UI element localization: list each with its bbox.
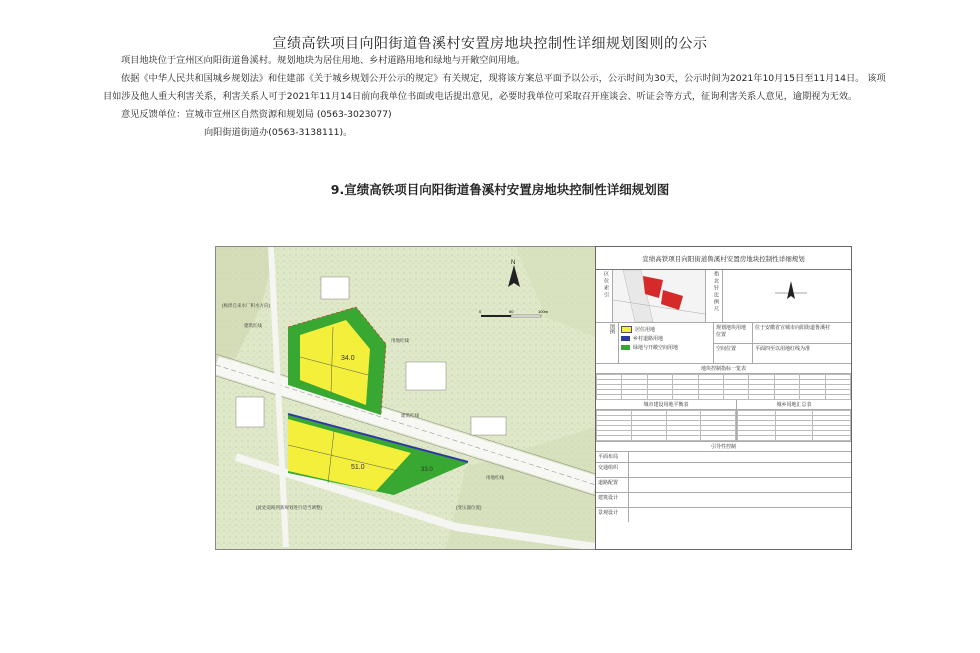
building-line-label: 建筑红线 bbox=[244, 323, 262, 328]
water-plant-note: (杨焊自来水厂积水方向) bbox=[222, 303, 270, 308]
guidance-title: 引导性控制 bbox=[596, 442, 851, 452]
land-line-label-2: 用地红线 bbox=[486, 475, 504, 480]
plan-location-value: 位于安徽省宣城市向阳街道鲁溪村 bbox=[755, 325, 831, 331]
legend-list bbox=[619, 323, 714, 363]
guide-row-label: 建筑设计 bbox=[596, 493, 629, 507]
plot1-label: 34.0 bbox=[341, 355, 355, 362]
plot2-label: 51.0 bbox=[351, 464, 365, 471]
indicator-table bbox=[596, 374, 851, 400]
guide-row-label: 交通组织 bbox=[596, 463, 629, 477]
land-line-label: 用地红线 bbox=[391, 338, 409, 343]
paragraph-basis-cont: 目如涉及他人重大利害关系，利害关系人可于2021年11月14日前向我单位书面或电话提出意见，必要时我单位可采取召开座谈会、听证会等方式，征询利害关系人意见，逾期视为无效。 bbox=[103, 91, 858, 102]
legend-text: 绿地与开敞空间用地 bbox=[633, 345, 679, 351]
svg-text:50: 50 bbox=[509, 309, 514, 314]
summary-table bbox=[737, 410, 851, 441]
legend-text: 居住用地 bbox=[635, 327, 656, 333]
location-index-map bbox=[613, 270, 706, 322]
road-adjust-note: (此处道路到新规划进行适当调整) bbox=[256, 505, 322, 510]
paragraph-feedback: 意见反馈单位：宣城市宣州区自然资源和规划局 (0563-3023077) bbox=[121, 109, 392, 120]
paragraph-location: 项目地块位于宣州区向阳街道鲁溪村。规划地块为居住用地、乡村道路用地和绿地与开敞空间用地。 bbox=[121, 55, 526, 66]
balance-table-title: 城市建设用地平衡表 bbox=[596, 400, 736, 410]
sheet-north-arrow bbox=[723, 270, 851, 322]
plot3-label: 33.0 bbox=[421, 467, 433, 473]
legend-item-road bbox=[621, 335, 711, 342]
residential-swatch bbox=[621, 326, 632, 333]
space-location-label: 空间位置 bbox=[714, 344, 753, 364]
plan-location-label: 规划地块用地位置 bbox=[714, 323, 753, 343]
north-arrow-label: 指北针比例尺 bbox=[706, 270, 723, 322]
legend-text: 乡村道路用地 bbox=[633, 336, 664, 342]
legend-item-residential bbox=[621, 326, 711, 333]
site-plan-drawing bbox=[216, 247, 596, 549]
planning-map bbox=[215, 246, 597, 550]
space-location-value: 平面四至以用地红线为准 bbox=[755, 345, 811, 352]
paragraph-basis: 依据《中华人民共和国城乡规划法》和住建部《关于城乡规划公开公示的规定》有关规定，现将该方案总平面予以公示，公示时间为30天，公示时间为2021年10月15日至11月14日。 该项 bbox=[121, 73, 886, 84]
guide-row-label: 道路配置 bbox=[596, 478, 629, 492]
plan-sheet-panel bbox=[595, 246, 852, 550]
green-swatch bbox=[621, 345, 630, 350]
legend-label: 图例 bbox=[596, 323, 619, 363]
svg-text:0: 0 bbox=[479, 309, 482, 314]
page-title: 宣绩高铁项目向阳街道鲁溪村安置房地块控制性详细规划图则的公示 bbox=[272, 36, 708, 52]
sheet-title: 宣绩高铁项目向阳街道鲁溪村安置房地块控制性详细规划 bbox=[596, 247, 851, 270]
legend-row bbox=[596, 323, 851, 364]
guidance-table bbox=[596, 452, 851, 522]
balance-table bbox=[596, 410, 736, 441]
legend-item-green bbox=[621, 344, 711, 351]
plan-subtitle: 9.宣绩高铁项目向阳街道鲁溪村安置房地块控制性详细规划图 bbox=[330, 182, 670, 197]
summary-table-title: 城乡用地汇总表 bbox=[737, 400, 851, 410]
guide-row-label: 景观设计 bbox=[596, 508, 629, 522]
paragraph-feedback-2: 向阳街道街道办(0563-3138111)。 bbox=[204, 127, 353, 138]
road-swatch bbox=[621, 336, 630, 341]
building-line-label-2: 建筑红线 bbox=[401, 413, 419, 418]
substation-note: (变压器位置) bbox=[456, 505, 482, 510]
svg-text:100m: 100m bbox=[538, 309, 549, 314]
svg-text:N: N bbox=[511, 260, 516, 266]
index-row bbox=[596, 270, 851, 323]
guide-row-label: 平面布局 bbox=[596, 452, 629, 462]
location-index-label: 区位索引 bbox=[596, 270, 613, 322]
indicator-table-title: 地块控制指标一览表 bbox=[596, 364, 851, 374]
